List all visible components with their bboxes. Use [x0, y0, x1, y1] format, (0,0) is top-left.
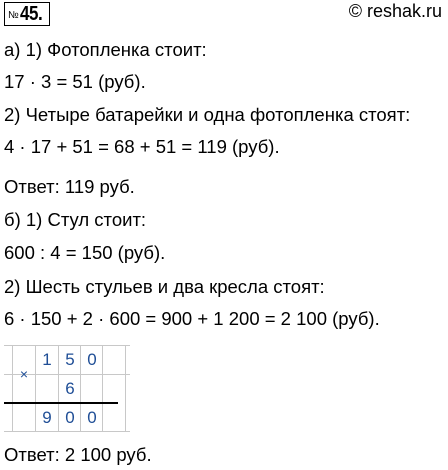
multiplicand-digit: 0	[87, 350, 97, 369]
part-b-step1-heading: б) 1) Стул стоит:	[4, 209, 147, 230]
number-sign: №	[8, 10, 19, 21]
multiplier-digit: 6	[65, 379, 75, 398]
multiply-sign: ×	[19, 366, 29, 382]
part-a-answer: Ответ: 119 руб.	[4, 176, 135, 197]
multiplicand-digit: 5	[65, 350, 75, 369]
problem-number: 45.	[19, 2, 43, 25]
problem-number-badge	[4, 2, 50, 26]
part-b-step2-calc: 6 · 150 + 2 · 600 = 900 + 1 200 = 2 100 (руб).	[4, 308, 380, 329]
part-a-step2-calc: 4 · 17 + 51 = 68 + 51 = 119 (руб).	[4, 136, 280, 157]
result-digit: 0	[87, 408, 97, 427]
result-digit: 9	[42, 408, 52, 427]
part-a-step1-heading: а) 1) Фотопленка стоит:	[4, 39, 207, 60]
part-b-answer: Ответ: 2 100 руб.	[4, 444, 152, 465]
multiplicand-digit: 1	[42, 350, 52, 369]
column-multiplication	[4, 345, 130, 432]
part-a-step1-calc: 17 · 3 = 51 (руб).	[4, 71, 146, 92]
part-b-step1-calc: 600 : 4 = 150 (руб).	[4, 242, 166, 263]
result-digit: 0	[65, 408, 75, 427]
part-a-step2-heading: 2) Четыре батарейки и одна фотопленка стоят:	[4, 104, 411, 125]
part-b-step2-heading: 2) Шесть стульев и два кресла стоят:	[4, 276, 325, 297]
watermark: © reshak.ru	[348, 1, 442, 21]
